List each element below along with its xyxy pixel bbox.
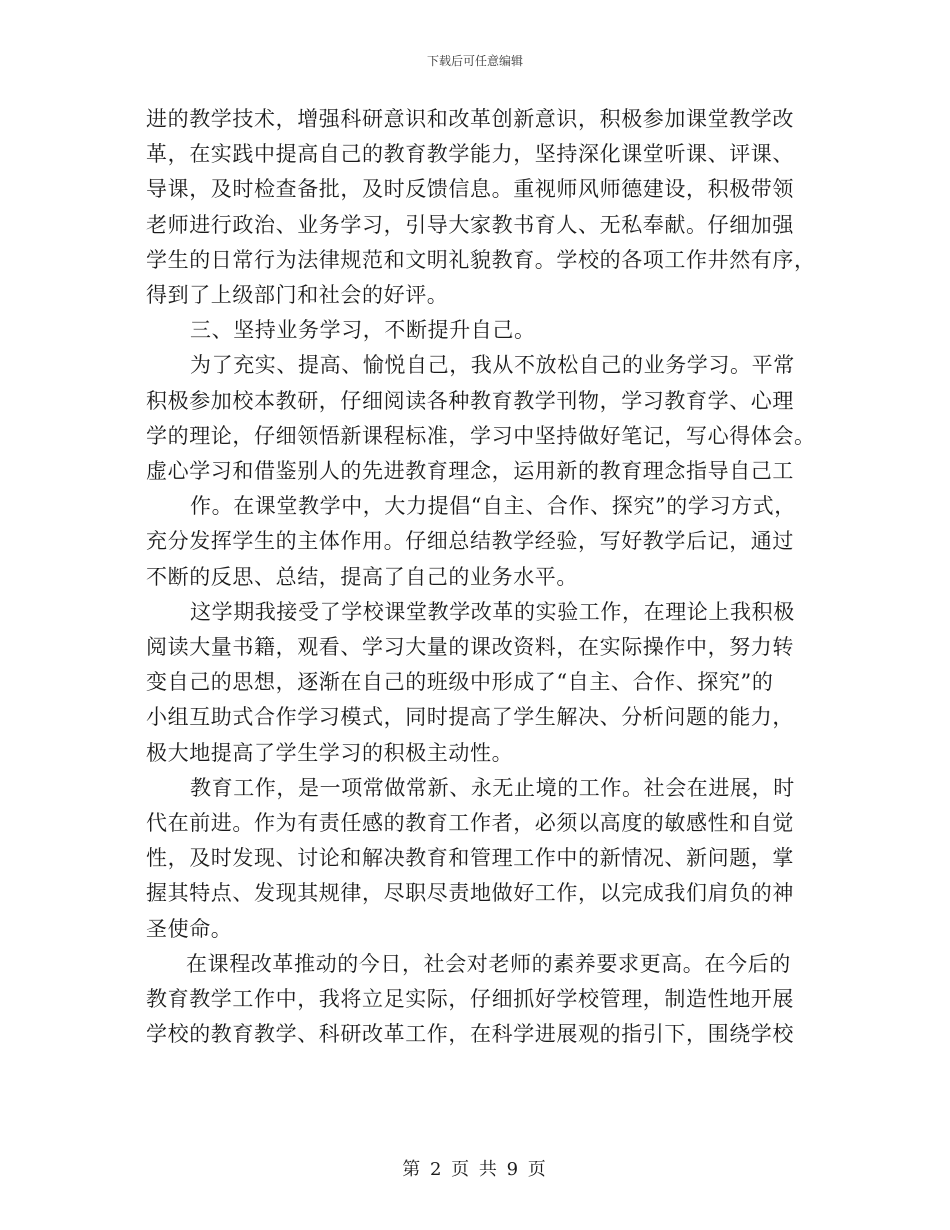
- body-line: 这学期我接受了学校课堂教学改革的实验工作，在理论上我积极: [190, 599, 795, 624]
- body-line: 不断的反思、总结，提高了自己的业务水平。: [146, 564, 578, 589]
- page-number: 第 2 页 共 9 页: [402, 1159, 548, 1180]
- section-heading: 三、坚持业务学习，不断提升自己。: [190, 318, 536, 343]
- body-line: 老师进行政治、业务学习，引导大家教书育人、无私奉献。仔细加强: [146, 212, 794, 237]
- body-line: 在课程改革推动的今日，社会对老师的素养要求更高。在今后的: [186, 951, 791, 976]
- body-line: 代在前进。作为有责任感的教育工作者，必须以高度的敏感性和自觉: [146, 811, 794, 836]
- body-line: 得到了上级部门和社会的好评。: [146, 283, 449, 308]
- body-line: 教育工作，是一项常做常新、永无止境的工作。社会在进展，时: [190, 775, 795, 800]
- body-line: 教育教学工作中，我将立足实际，仔细抓好学校管理，制造性地开展: [146, 987, 794, 1012]
- body-line: 进的教学技术，增强科研意识和改革创新意识，积极参加课堂教学改: [146, 107, 794, 131]
- body-line: 性，及时发现、讨论和解决教育和管理工作中的新情况、新问题，掌: [146, 846, 794, 871]
- body-line: 积极参加校本教研，仔细阅读各种教育教学刊物，学习教育学、心理: [146, 388, 794, 413]
- body-line: 学校的教育教学、科研改革工作，在科学进展观的指引下，围绕学校: [146, 1022, 794, 1047]
- body-line: 阅读大量书籍，观看、学习大量的课改资料，在实际操作中，努力转: [146, 635, 794, 660]
- body-line: 学生的日常行为法律规范和文明礼貌教育。学校的各项工作井然有序，: [146, 247, 816, 272]
- body-line: 变自己的思想，逐渐在自己的班级中形成了“自主、合作、探究”的: [146, 670, 774, 695]
- document-body: [146, 102, 816, 1052]
- body-line: 导课，及时检查备批，及时反馈信息。重视师风师德建设，积极带领: [146, 177, 794, 202]
- page-header: 下载后可任意编辑: [426, 54, 523, 68]
- body-line: 虚心学习和借鉴别人的先进教育理念，运用新的教育理念指导自己工: [146, 459, 794, 484]
- body-line: 学的理论，仔细领悟新课程标准，学习中坚持做好笔记，写心得体会。: [146, 423, 816, 448]
- body-line: 革，在实践中提高自己的教育教学能力，坚持深化课堂听课、评课、: [146, 142, 794, 167]
- body-line: 作。在课堂教学中，大力提倡“自主、合作、探究”的学习方式，: [190, 494, 796, 519]
- body-line: 握其特点、发现其规律，尽职尽责地做好工作，以完成我们肩负的神: [146, 881, 794, 906]
- body-line: 极大地提高了学生学习的积极主动性。: [146, 740, 514, 765]
- body-line: 圣使命。: [146, 916, 233, 941]
- body-line: 小组互助式合作学习模式，同时提高了学生解决、分析问题的能力，: [146, 705, 794, 730]
- body-line: 充分发挥学生的主体作用。仔细总结教学经验，写好教学后记，通过: [146, 529, 794, 554]
- body-line: 为了充实、提高、愉悦自己，我从不放松自己的业务学习。平常: [190, 353, 795, 378]
